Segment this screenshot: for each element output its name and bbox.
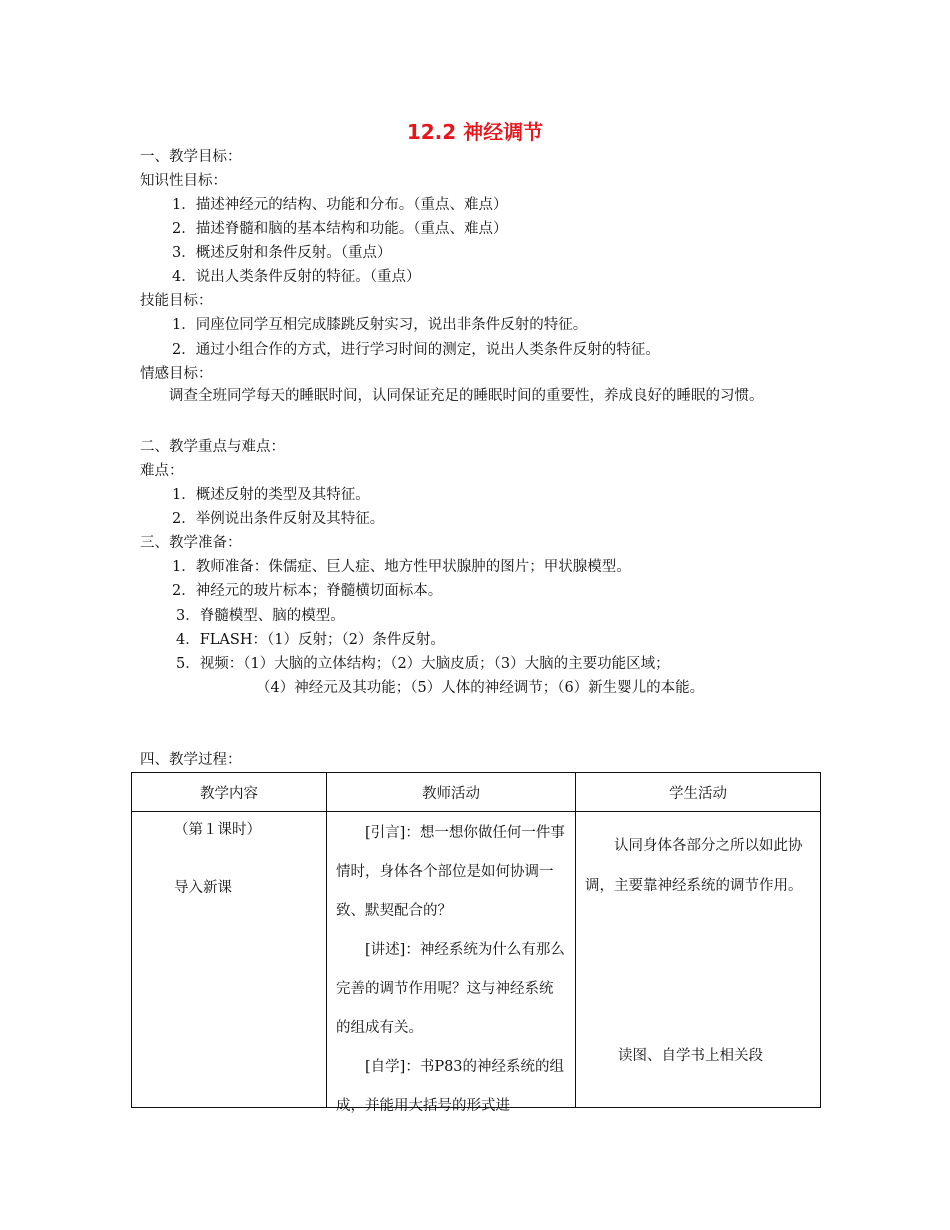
header-content: 教学内容	[132, 773, 327, 812]
teacher-activities	[336, 814, 567, 1126]
emotion-text: 调查全班同学每天的睡眠时间，认同保证充足的睡眠时间的重要性，养成良好的睡眠的习惯。	[169, 388, 764, 404]
process-heading: 四、教学过程：	[140, 752, 242, 768]
student-cell	[576, 812, 821, 1108]
lesson-period: （第１课时）	[174, 822, 261, 838]
teacher-activity: [自学]：书P83的神经系统的组成，并能用大括号的形式进	[336, 1059, 565, 1114]
skill-heading: 技能目标：	[140, 293, 213, 309]
lesson-section: 导入新课	[174, 880, 232, 896]
prep-item: 5．视频：（1）大脑的立体结构；（2）大脑皮质；（3）大脑的主要功能区域；	[176, 656, 670, 672]
keypoints-heading: 二、教学重点与难点：	[140, 439, 285, 455]
difficulty-heading: 难点：	[140, 463, 184, 479]
knowledge-item: 3．概述反射和条件反射。（重点）	[172, 245, 392, 261]
knowledge-item: 2．描述脊髓和脑的基本结构和功能。（重点、难点）	[172, 221, 508, 237]
prep-item: 2．神经元的玻片标本；脊髓横切面标本。	[172, 583, 443, 599]
prep-item: （4）神经元及其功能；（5）人体的神经调节；（6）新生婴儿的本能。	[256, 680, 705, 696]
content-cell	[132, 812, 327, 1108]
teacher-activity: [讲述]：神经系统为什么有那么完善的调节作用呢？这与神经系统的组成有关。	[336, 942, 565, 1036]
knowledge-item: 4．说出人类条件反射的特征。（重点）	[172, 269, 421, 285]
process-table	[131, 772, 821, 1114]
table-row	[132, 812, 821, 1108]
skill-item: 1．同座位同学互相完成膝跳反射实习，说出非条件反射的特征。	[172, 317, 588, 333]
header-teacher: 教师活动	[327, 773, 576, 812]
student-activity: 读图、自学书上相关段	[618, 1048, 763, 1064]
prep-item: 4．FLASH：（1）反射；（2）条件反射。	[176, 632, 445, 648]
difficulty-item: 2．举例说出条件反射及其特征。	[172, 511, 385, 527]
header-student: 学生活动	[576, 773, 821, 812]
knowledge-item: 1．描述神经元的结构、功能和分布。（重点、难点）	[172, 197, 508, 213]
skill-item: 2．通过小组合作的方式，进行学习时间的测定，说出人类条件反射的特征。	[172, 342, 660, 358]
goals-heading: 一、教学目标：	[140, 149, 242, 165]
table-header-row	[132, 773, 821, 812]
teacher-activity: [引言]：想一想你做任何一件事情时，身体各个部位是如何协调一致、默契配合的？	[336, 825, 565, 919]
prep-heading: 三、教学准备：	[140, 535, 242, 551]
prep-item: 1．教师准备：侏儒症、巨人症、地方性甲状腺肿的图片；甲状腺模型。	[172, 559, 631, 575]
student-activity: 认同身体各部分之所以如此协调，主要靠神经系统的调节作用。	[585, 838, 803, 894]
knowledge-heading: 知识性目标：	[140, 173, 227, 189]
teacher-cell	[327, 812, 576, 1114]
prep-item: 3．脊髓模型、脑的模型。	[176, 608, 345, 624]
emotion-heading: 情感目标：	[140, 366, 213, 382]
page-title: 12.2 神经调节	[406, 120, 544, 144]
difficulty-item: 1．概述反射的类型及其特征。	[172, 487, 370, 503]
